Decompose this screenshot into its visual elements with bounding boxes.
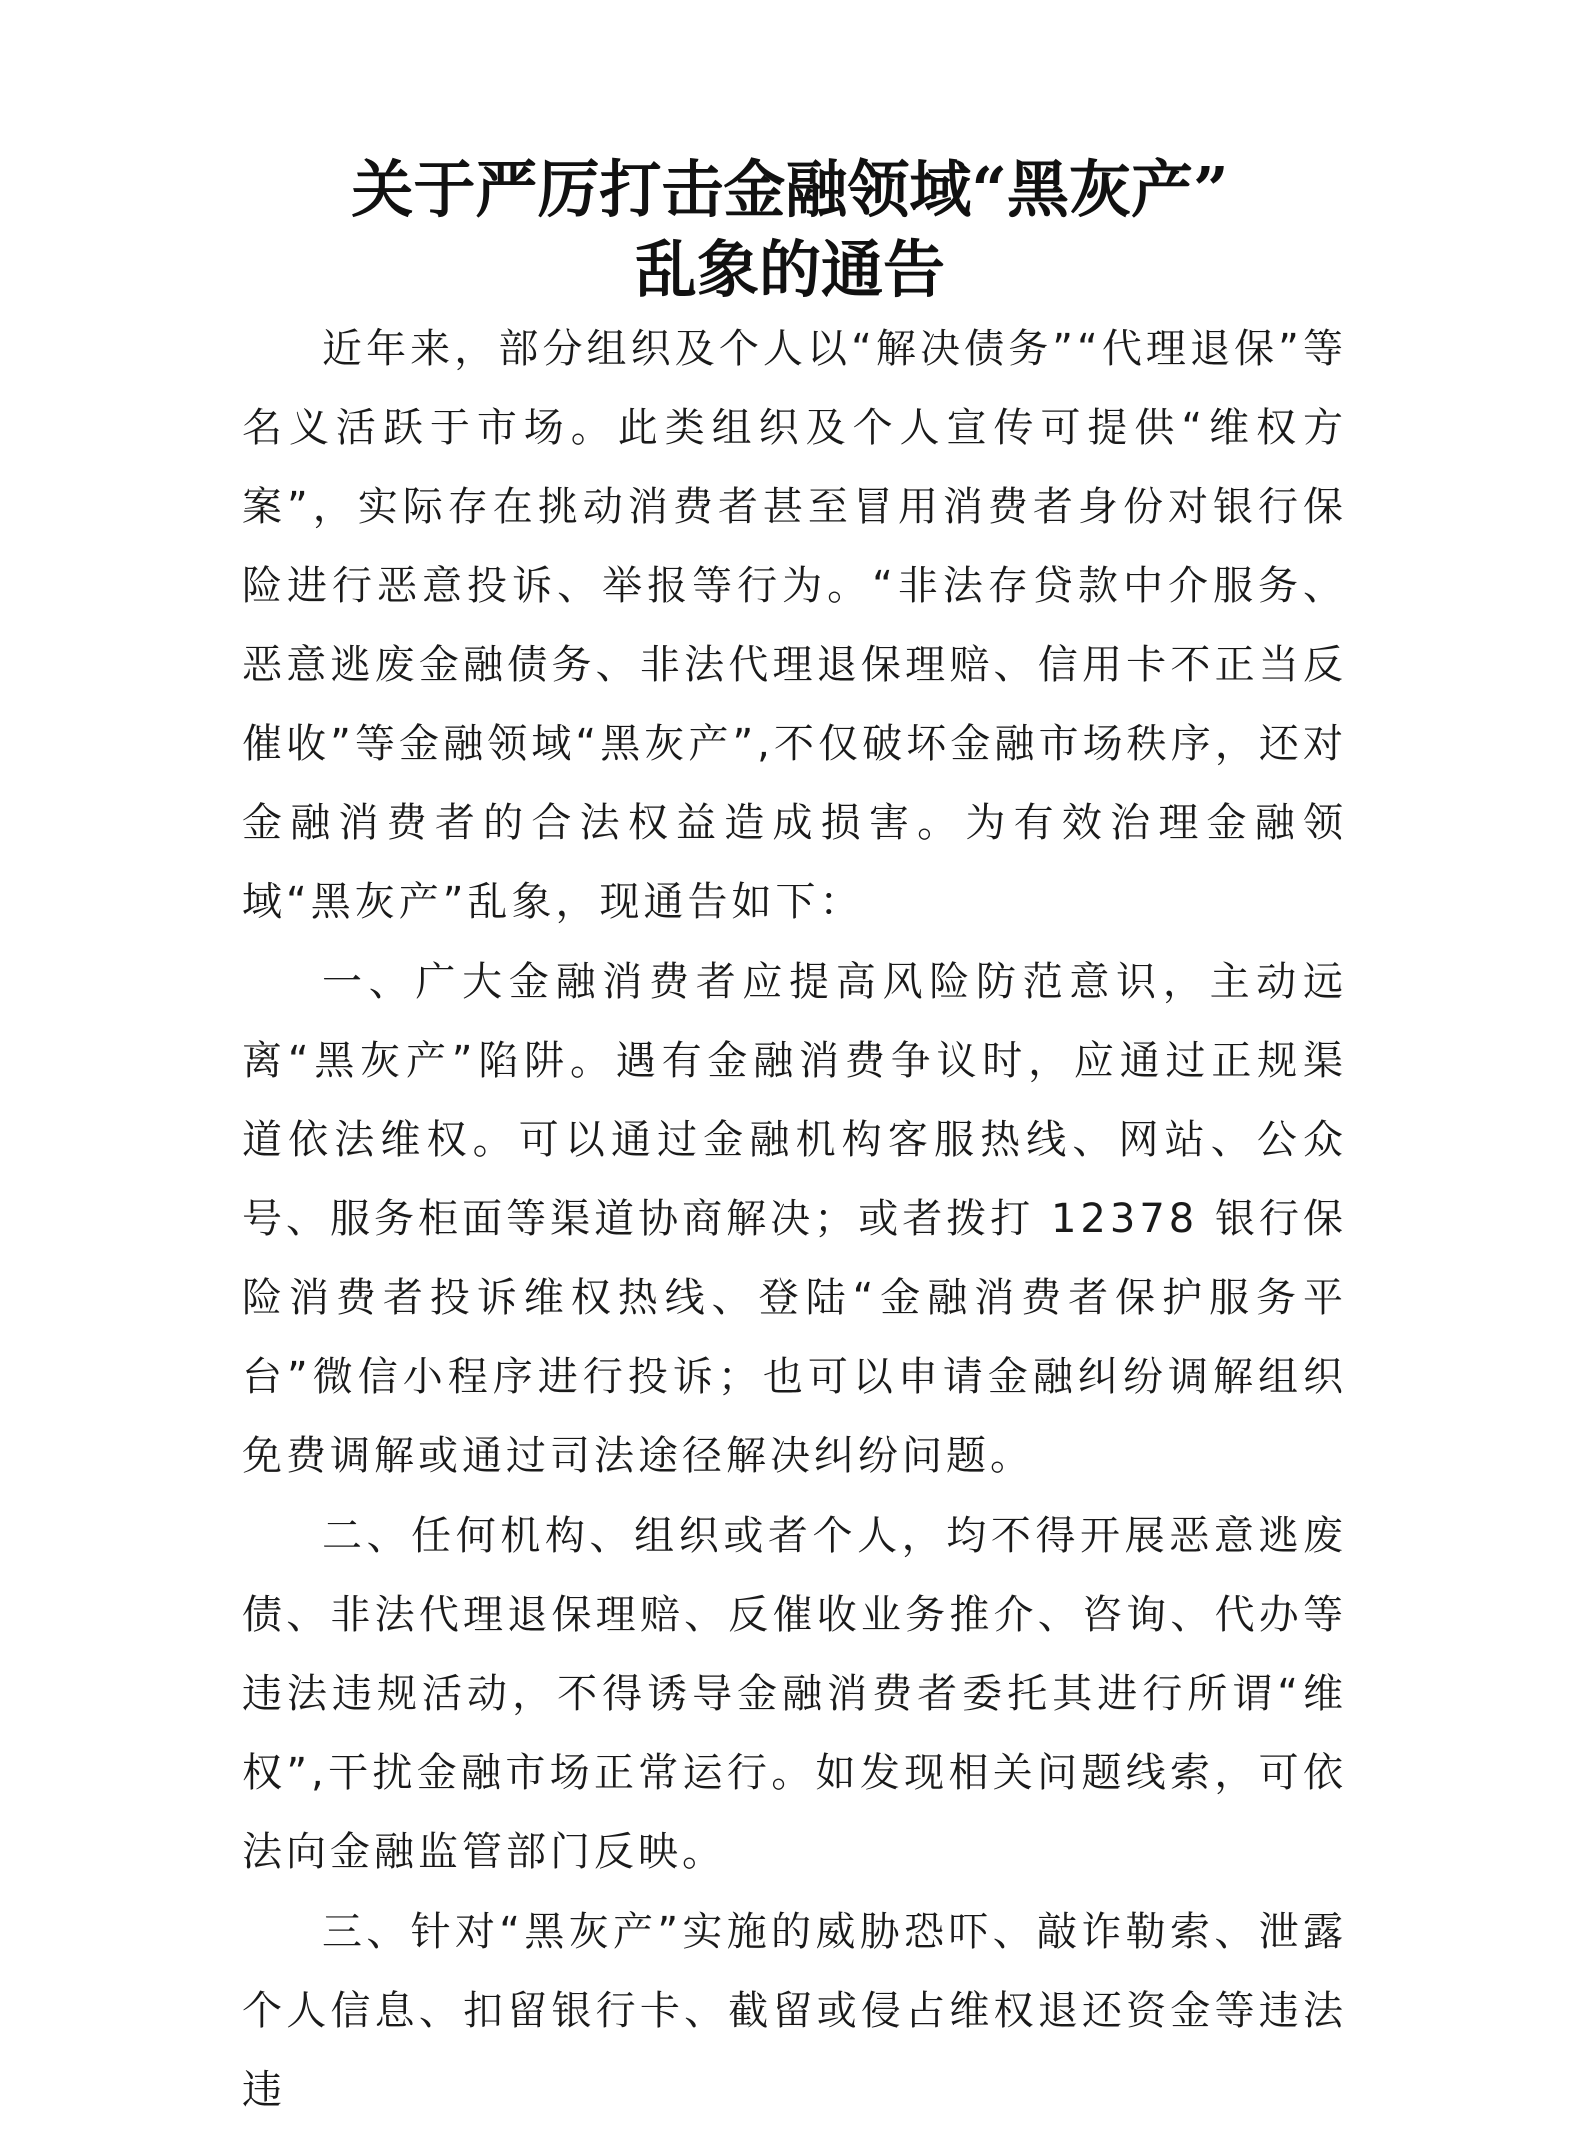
paragraph-item-1: 一、广大金融消费者应提高风险防范意识，主动远离“黑灰产”陷阱。遇有金融消费争议时，应通过正规渠道依法维权。可以通过金融机构客服热线、网站、公众号、服务柜面等渠道协商解决；或者拨打 12378 银行保险消费者投诉维权热线、登陆“金融消费者保护服务平台”微信小程序进行投诉；也可以申请金融纠纷调解组织免费调解或通过司法途径解决纠纷问题。 bbox=[242, 959, 1347, 1479]
paragraph-item-2: 二、任何机构、组织或者个人，均不得开展恶意逃废债、非法代理退保理赔、反催收业务推介、咨询、代办等违法违规活动，不得诱导金融消费者委托其进行所谓“维权”,干扰金融市场正常运行。如发现相关问题线索，可依法向金融监管部门反映。 bbox=[242, 1513, 1347, 1875]
notice-title-line-1: 关于严厉打击金融领域“黑灰产” bbox=[351, 153, 1229, 226]
notice-body bbox=[242, 310, 1347, 2130]
paragraph-intro: 近年来，部分组织及个人以“解决债务”“代理退保”等名义活跃于市场。此类组织及个人宣传可提供“维权方案”，实际存在挑动消费者甚至冒用消费者身份对银行保险进行恶意投诉、举报等行为。“非法存贷款中介服务、恶意逃废金融债务、非法代理退保理赔、信用卡不正当反催收”等金融领域“黑灰产”,不仅破坏金融市场秩序，还对金融消费者的合法权益造成损害。为有效治理金融领域“黑灰产”乱象，现通告如下： bbox=[242, 326, 1347, 925]
notice-title-line-2: 乱象的通告 bbox=[634, 233, 945, 306]
paragraph-item-3: 三、针对“黑灰产”实施的威胁恐吓、敲诈勒索、泄露个人信息、扣留银行卡、截留或侵占维权退还资金等违法违 bbox=[242, 1909, 1347, 2113]
